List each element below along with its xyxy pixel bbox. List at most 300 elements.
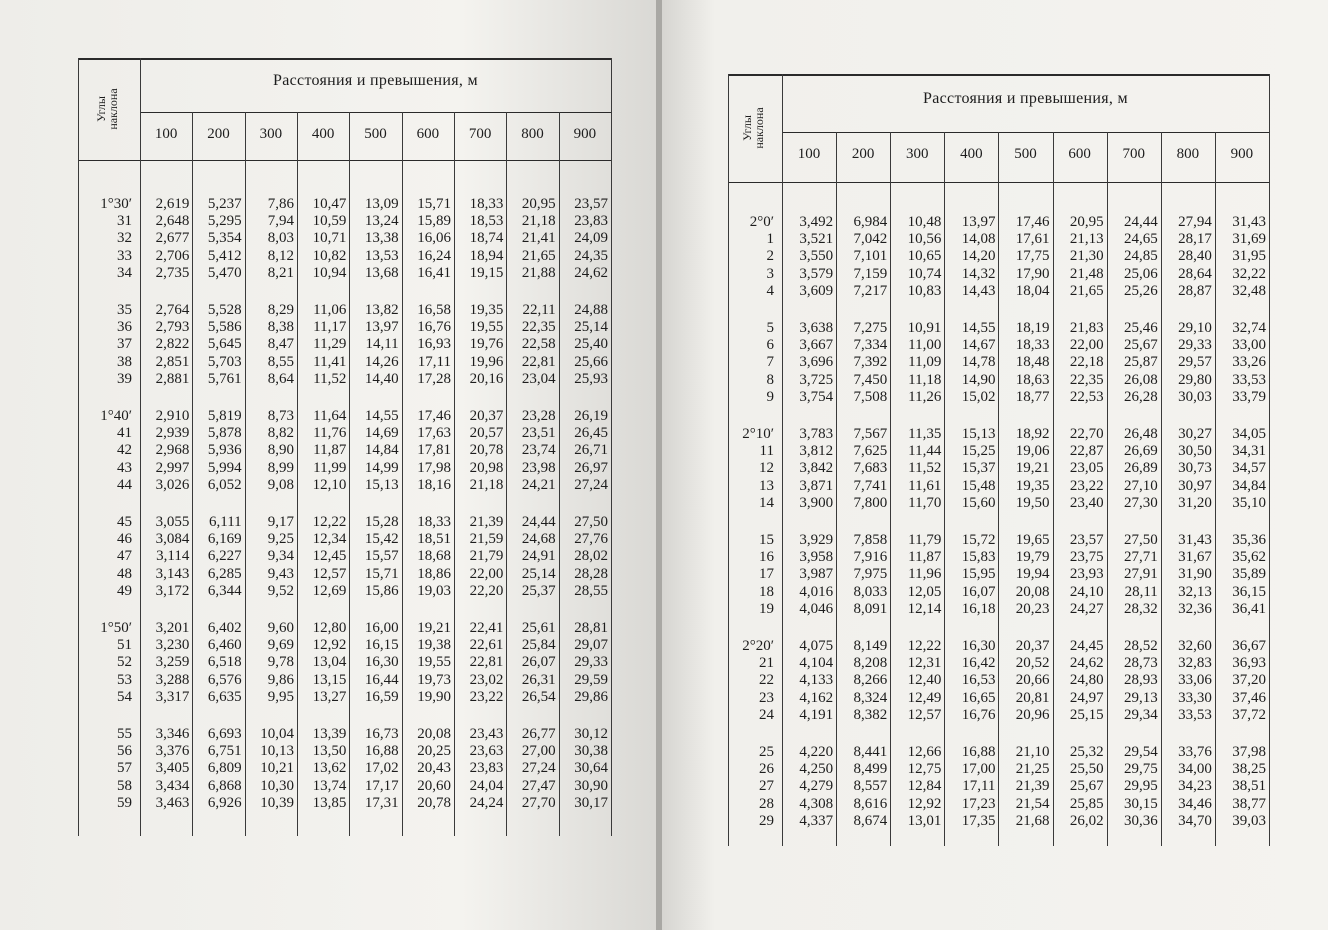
value-cell: 35,89 — [1232, 566, 1266, 583]
value-cell: 9,25 — [267, 531, 294, 548]
value-cell: 13,15 — [312, 671, 347, 688]
value-cell: 23,74 — [521, 442, 556, 459]
table-row — [728, 672, 1269, 689]
value-cell: 24,91 — [521, 548, 556, 565]
value-cell: 15,37 — [961, 460, 996, 477]
value-cell: 26,77 — [521, 726, 556, 742]
value-cell: 3,376 — [155, 743, 190, 760]
value-cell: 3,172 — [155, 582, 190, 599]
table-row — [728, 460, 1269, 477]
value-cell: 30,03 — [1178, 388, 1212, 405]
value-cell: 12,66 — [907, 744, 942, 760]
column-header: 100 — [797, 146, 821, 162]
column-divider — [611, 58, 612, 836]
value-cell: 3,812 — [799, 443, 834, 460]
value-cell: 29,59 — [574, 671, 608, 688]
table-row — [78, 743, 611, 760]
value-cell: 29,13 — [1124, 689, 1158, 706]
value-cell: 12,10 — [312, 476, 347, 493]
angle-column-header: Углы наклона — [94, 88, 120, 130]
value-cell: 5,936 — [207, 442, 242, 459]
value-cell: 16,73 — [364, 726, 399, 742]
value-cell: 22,35 — [521, 319, 556, 336]
left-table — [78, 58, 611, 836]
value-cell: 18,92 — [1015, 426, 1050, 442]
table-row — [78, 302, 611, 319]
value-cell: 6,111 — [209, 514, 242, 530]
table-row — [78, 336, 611, 353]
table-row — [728, 354, 1269, 371]
value-cell: 6,285 — [207, 565, 242, 582]
value-cell: 35,36 — [1232, 532, 1266, 548]
value-cell: 4,075 — [799, 638, 834, 654]
value-cell: 16,30 — [961, 638, 996, 654]
value-cell: 30,73 — [1178, 460, 1212, 477]
value-cell: 20,66 — [1015, 672, 1050, 689]
value-cell: 21,39 — [1015, 778, 1050, 795]
table-row — [78, 230, 611, 247]
value-cell: 17,11 — [962, 778, 996, 795]
value-cell: 16,30 — [364, 654, 399, 671]
value-cell: 6,169 — [207, 531, 242, 548]
value-cell: 7,217 — [853, 282, 888, 299]
value-cell: 2,677 — [155, 230, 190, 247]
value-cell: 37,20 — [1232, 672, 1266, 689]
table-row — [78, 196, 611, 213]
value-cell: 7,741 — [853, 477, 888, 494]
value-cell: 32,13 — [1178, 583, 1212, 600]
value-cell: 22,61 — [469, 637, 504, 654]
angle-cell: 32 — [117, 230, 132, 247]
value-cell: 13,24 — [364, 213, 399, 230]
value-cell: 19,73 — [417, 671, 451, 688]
value-cell: 6,751 — [207, 743, 242, 760]
value-cell: 27,50 — [1124, 532, 1158, 548]
value-cell: 3,405 — [155, 760, 190, 777]
value-cell: 30,15 — [1124, 795, 1158, 812]
value-cell: 35,10 — [1232, 494, 1266, 511]
angle-cell: 28 — [759, 795, 774, 812]
value-cell: 27,00 — [521, 743, 556, 760]
value-cell: 10,04 — [260, 726, 294, 742]
table-row — [78, 265, 611, 282]
value-cell: 12,40 — [907, 672, 942, 689]
table-row — [78, 760, 611, 777]
value-cell: 7,450 — [853, 371, 888, 388]
value-cell: 2,968 — [155, 442, 190, 459]
value-cell: 7,392 — [853, 354, 888, 371]
angle-cell: 49 — [117, 582, 132, 599]
value-cell: 7,508 — [853, 388, 888, 405]
value-cell: 16,42 — [961, 655, 996, 672]
subheader-rule — [782, 132, 1269, 133]
angle-cell: 37 — [117, 336, 132, 353]
angle-cell: 19 — [759, 600, 774, 617]
value-cell: 11,00 — [908, 337, 942, 354]
angle-cell: 2 — [766, 248, 774, 265]
value-cell: 20,25 — [417, 743, 451, 760]
value-cell: 21,48 — [1069, 265, 1104, 282]
value-cell: 25,61 — [521, 620, 556, 636]
value-cell: 34,57 — [1232, 460, 1266, 477]
value-cell: 15,02 — [961, 388, 996, 405]
angle-cell: 52 — [117, 654, 132, 671]
value-cell: 24,80 — [1069, 672, 1104, 689]
table-row — [78, 548, 611, 565]
value-cell: 19,79 — [1015, 549, 1050, 566]
value-cell: 31,69 — [1232, 231, 1266, 248]
value-cell: 14,55 — [961, 320, 996, 336]
value-cell: 26,71 — [574, 442, 608, 459]
value-cell: 19,35 — [469, 302, 504, 318]
value-cell: 9,95 — [267, 688, 294, 705]
value-cell: 21,68 — [1015, 812, 1050, 829]
value-cell: 2,910 — [155, 408, 190, 424]
value-cell: 14,69 — [364, 425, 399, 442]
value-cell: 24,97 — [1069, 689, 1104, 706]
value-cell: 11,41 — [313, 353, 347, 370]
value-cell: 25,37 — [521, 582, 556, 599]
value-cell: 9,08 — [267, 476, 294, 493]
value-cell: 14,26 — [364, 353, 399, 370]
subheader-rule — [140, 112, 611, 113]
value-cell: 17,28 — [417, 370, 451, 387]
value-cell: 25,84 — [521, 637, 556, 654]
value-cell: 24,10 — [1069, 583, 1104, 600]
value-cell: 4,162 — [799, 689, 834, 706]
column-header: 300 — [906, 146, 929, 162]
value-cell: 23,43 — [469, 726, 504, 742]
value-cell: 8,82 — [267, 425, 294, 442]
value-cell: 21,88 — [521, 264, 556, 281]
angle-cell: 46 — [117, 531, 132, 548]
value-cell: 38,51 — [1232, 778, 1266, 795]
value-cell: 32,22 — [1232, 265, 1266, 282]
angle-cell: 27 — [759, 778, 774, 795]
value-cell: 17,63 — [417, 425, 451, 442]
value-cell: 3,434 — [155, 777, 190, 794]
value-cell: 9,52 — [267, 582, 294, 599]
value-cell: 2,735 — [155, 264, 190, 281]
table-row — [78, 514, 611, 531]
value-cell: 15,86 — [364, 582, 399, 599]
value-cell: 16,07 — [961, 583, 996, 600]
value-cell: 2,939 — [155, 425, 190, 442]
table-row — [78, 654, 611, 671]
value-cell: 39,03 — [1232, 812, 1266, 829]
angle-cell: 56 — [117, 743, 132, 760]
value-cell: 14,84 — [364, 442, 399, 459]
value-cell: 31,43 — [1178, 532, 1212, 548]
value-cell: 34,46 — [1178, 795, 1212, 812]
value-cell: 16,76 — [417, 319, 451, 336]
value-cell: 17,35 — [961, 812, 996, 829]
table-row — [78, 425, 611, 442]
value-cell: 18,48 — [1015, 354, 1050, 371]
value-cell: 9,60 — [267, 620, 294, 636]
value-cell: 2,793 — [155, 319, 190, 336]
value-cell: 20,95 — [1069, 214, 1104, 230]
value-cell: 13,39 — [312, 726, 347, 742]
value-cell: 22,58 — [521, 336, 556, 353]
value-cell: 28,40 — [1178, 248, 1212, 265]
value-cell: 17,90 — [1015, 265, 1050, 282]
value-cell: 19,50 — [1015, 494, 1050, 511]
value-cell: 3,900 — [799, 494, 834, 511]
value-cell: 17,46 — [417, 408, 451, 424]
value-cell: 7,042 — [853, 231, 888, 248]
value-cell: 31,67 — [1178, 549, 1212, 566]
angle-cell: 51 — [117, 637, 132, 654]
value-cell: 21,30 — [1069, 248, 1104, 265]
angle-cell: 44 — [117, 476, 132, 493]
value-cell: 21,83 — [1069, 320, 1104, 336]
value-cell: 16,76 — [961, 706, 996, 723]
value-cell: 7,101 — [853, 248, 888, 265]
value-cell: 4,016 — [799, 583, 834, 600]
value-cell: 19,94 — [1015, 566, 1050, 583]
value-cell: 17,11 — [417, 353, 451, 370]
angle-cell: 39 — [117, 370, 132, 387]
value-cell: 8,382 — [853, 706, 888, 723]
value-cell: 24,62 — [1069, 655, 1104, 672]
angle-cell: 18 — [759, 583, 774, 600]
value-cell: 3,725 — [799, 371, 834, 388]
angle-cell: 34 — [117, 264, 132, 281]
value-cell: 17,17 — [364, 777, 399, 794]
value-cell: 27,71 — [1124, 549, 1158, 566]
column-header: 400 — [311, 126, 335, 142]
value-cell: 25,85 — [1069, 795, 1104, 812]
angle-cell: 4 — [766, 282, 774, 299]
value-cell: 18,33 — [417, 514, 451, 530]
angle-cell: 23 — [759, 689, 774, 706]
value-cell: 21,10 — [1015, 744, 1050, 760]
value-cell: 34,31 — [1232, 443, 1266, 460]
value-cell: 20,78 — [469, 442, 504, 459]
value-cell: 28,32 — [1124, 600, 1158, 617]
value-cell: 33,30 — [1178, 689, 1212, 706]
value-cell: 5,470 — [207, 264, 242, 281]
value-cell: 29,54 — [1124, 744, 1158, 760]
value-cell: 16,58 — [417, 302, 451, 318]
value-cell: 18,51 — [417, 531, 451, 548]
value-cell: 15,71 — [417, 196, 451, 212]
value-cell: 25,32 — [1069, 744, 1104, 760]
value-cell: 16,15 — [364, 637, 399, 654]
angle-cell: 2°20′ — [742, 638, 774, 654]
value-cell: 26,48 — [1124, 426, 1158, 442]
value-cell: 11,87 — [313, 442, 347, 459]
value-cell: 24,88 — [574, 302, 608, 318]
value-cell: 10,83 — [907, 282, 942, 299]
angle-cell: 2°0′ — [749, 214, 774, 230]
value-cell: 29,80 — [1178, 371, 1212, 388]
value-cell: 7,94 — [267, 213, 294, 230]
value-cell: 23,40 — [1069, 494, 1104, 511]
value-cell: 18,19 — [1015, 320, 1050, 336]
value-cell: 16,88 — [961, 744, 996, 760]
value-cell: 8,557 — [853, 778, 888, 795]
value-cell: 2,648 — [155, 213, 190, 230]
table-row — [728, 707, 1269, 724]
value-cell: 26,69 — [1124, 443, 1158, 460]
value-cell: 20,81 — [1015, 689, 1050, 706]
value-cell: 17,81 — [417, 442, 451, 459]
value-cell: 2,851 — [155, 353, 190, 370]
table-row — [728, 231, 1269, 248]
value-cell: 33,79 — [1232, 388, 1266, 405]
value-cell: 24,27 — [1069, 600, 1104, 617]
table-row — [728, 532, 1269, 549]
table-row — [78, 477, 611, 494]
value-cell: 28,73 — [1124, 655, 1158, 672]
value-cell: 25,67 — [1069, 778, 1104, 795]
table-row — [78, 371, 611, 388]
value-cell: 9,34 — [267, 548, 294, 565]
value-cell: 28,28 — [574, 565, 608, 582]
value-cell: 11,96 — [908, 566, 942, 583]
value-cell: 17,75 — [1015, 248, 1050, 265]
value-cell: 8,21 — [267, 264, 294, 281]
column-header: 400 — [960, 146, 983, 162]
value-cell: 23,57 — [1069, 532, 1104, 548]
table-row — [728, 601, 1269, 618]
value-cell: 3,084 — [155, 531, 190, 548]
value-cell: 15,48 — [961, 477, 996, 494]
value-cell: 16,24 — [417, 247, 451, 264]
value-cell: 23,93 — [1069, 566, 1104, 583]
value-cell: 28,52 — [1124, 638, 1158, 654]
angle-cell: 14 — [759, 494, 774, 511]
value-cell: 13,62 — [312, 760, 347, 777]
column-header: 200 — [851, 146, 875, 162]
value-cell: 15,71 — [364, 565, 399, 582]
value-cell: 13,53 — [364, 247, 399, 264]
value-cell: 14,67 — [961, 337, 996, 354]
value-cell: 38,77 — [1232, 795, 1266, 812]
value-cell: 12,34 — [312, 531, 347, 548]
value-cell: 8,091 — [853, 600, 888, 617]
value-cell: 3,114 — [156, 548, 190, 565]
value-cell: 22,53 — [1069, 388, 1104, 405]
table-row — [78, 531, 611, 548]
value-cell: 4,220 — [799, 744, 834, 760]
value-cell: 2,706 — [155, 247, 190, 264]
value-cell: 3,667 — [799, 337, 834, 354]
value-cell: 10,74 — [907, 265, 942, 282]
value-cell: 15,72 — [961, 532, 996, 548]
value-cell: 5,645 — [207, 336, 242, 353]
value-cell: 26,31 — [521, 671, 556, 688]
value-cell: 7,858 — [853, 532, 888, 548]
value-cell: 23,57 — [574, 196, 608, 212]
angle-cell: 25 — [759, 744, 774, 760]
value-cell: 32,60 — [1178, 638, 1212, 654]
value-cell: 8,441 — [853, 744, 888, 760]
value-cell: 24,68 — [521, 531, 556, 548]
value-cell: 32,48 — [1232, 282, 1266, 299]
table-row — [728, 566, 1269, 583]
value-cell: 10,82 — [312, 247, 347, 264]
value-cell: 25,14 — [521, 565, 556, 582]
value-cell: 24,09 — [574, 230, 608, 247]
value-cell: 7,275 — [853, 320, 888, 336]
column-divider — [1269, 74, 1270, 846]
value-cell: 6,227 — [207, 548, 242, 565]
value-cell: 17,00 — [961, 761, 996, 778]
value-cell: 23,28 — [521, 408, 556, 424]
value-cell: 12,45 — [312, 548, 347, 565]
value-cell: 20,96 — [1015, 706, 1050, 723]
value-cell: 15,95 — [961, 566, 996, 583]
angle-cell: 33 — [117, 247, 132, 264]
value-cell: 11,79 — [908, 532, 942, 548]
column-header: 500 — [1014, 146, 1037, 162]
table-row — [78, 637, 611, 654]
value-cell: 3,871 — [799, 477, 834, 494]
value-cell: 12,92 — [312, 637, 347, 654]
angle-cell: 24 — [759, 706, 774, 723]
column-header: 800 — [1176, 146, 1200, 162]
value-cell: 37,46 — [1232, 689, 1266, 706]
value-cell: 5,412 — [207, 247, 242, 264]
value-cell: 26,07 — [521, 654, 556, 671]
table-row — [78, 442, 611, 459]
table-row — [78, 726, 611, 743]
value-cell: 3,055 — [155, 514, 190, 530]
value-cell: 29,57 — [1178, 354, 1212, 371]
value-cell: 3,463 — [155, 794, 190, 811]
value-cell: 13,82 — [364, 302, 399, 318]
value-cell: 20,98 — [469, 459, 504, 476]
value-cell: 20,43 — [417, 760, 451, 777]
value-cell: 20,95 — [521, 196, 556, 212]
table-row — [78, 566, 611, 583]
table-row — [78, 248, 611, 265]
value-cell: 24,24 — [469, 794, 504, 811]
column-header: 900 — [573, 126, 597, 142]
column-header: 100 — [154, 126, 178, 142]
value-cell: 10,21 — [260, 760, 294, 777]
value-cell: 13,01 — [907, 812, 942, 829]
value-cell: 8,149 — [853, 638, 888, 654]
value-cell: 31,43 — [1232, 214, 1266, 230]
table-row — [728, 372, 1269, 389]
value-cell: 3,958 — [799, 549, 834, 566]
value-cell: 26,45 — [574, 425, 608, 442]
value-cell: 7,567 — [853, 426, 888, 442]
value-cell: 16,88 — [364, 743, 399, 760]
angle-cell: 15 — [759, 532, 774, 548]
value-cell: 24,65 — [1124, 231, 1158, 248]
value-cell: 30,17 — [574, 794, 608, 811]
value-cell: 8,616 — [853, 795, 888, 812]
angle-cell: 42 — [117, 442, 132, 459]
angle-cell: 43 — [117, 459, 132, 476]
value-cell: 30,97 — [1178, 477, 1212, 494]
value-cell: 25,06 — [1124, 265, 1158, 282]
value-cell: 16,44 — [364, 671, 399, 688]
value-cell: 13,50 — [312, 743, 347, 760]
value-cell: 23,04 — [521, 370, 556, 387]
value-cell: 19,15 — [469, 264, 504, 281]
value-cell: 19,21 — [417, 620, 451, 636]
value-cell: 5,586 — [207, 319, 242, 336]
value-cell: 11,44 — [908, 443, 942, 460]
value-cell: 15,60 — [961, 494, 996, 511]
value-cell: 21,18 — [469, 476, 504, 493]
